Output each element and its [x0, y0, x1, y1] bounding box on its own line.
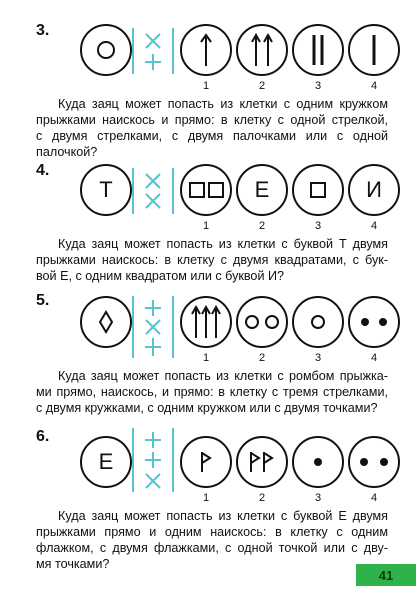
question-text: Куда заяц может попасть из клетки с ромбом прыжка- ми прямо, наискось, и прямо: в клетку с тремя стрелками, с двумя кружками, с одним кружком или с двумя точками? [36, 369, 388, 415]
divider-line [172, 28, 174, 74]
choice-cell-4[interactable]: И [348, 164, 400, 216]
choice-number: 1 [202, 220, 210, 232]
choice-cell-1[interactable] [180, 436, 232, 488]
choice-cell-4[interactable] [348, 436, 400, 488]
choice-cell-3[interactable] [292, 436, 344, 488]
choice-cell-2[interactable]: Е [236, 164, 288, 216]
divider-line [132, 296, 134, 358]
choice-number: 1 [202, 492, 210, 504]
one-stick-icon [368, 33, 380, 67]
choice-number: 1 [202, 80, 210, 92]
choice-number: 3 [314, 220, 322, 232]
two-dots-icon [360, 458, 388, 466]
divider-line [172, 428, 174, 492]
choice-cell-4[interactable] [348, 296, 400, 348]
choice-number: 3 [314, 352, 322, 364]
choice-cell-2[interactable] [236, 24, 288, 76]
dot-icon [314, 458, 322, 466]
choice-cell-1[interactable] [180, 164, 232, 216]
two-circles-icon [245, 315, 279, 329]
two-dots-icon [361, 318, 387, 326]
choice-number: 1 [202, 352, 210, 364]
two-flags-icon [247, 450, 277, 474]
two-arrows-icon [249, 32, 275, 68]
divider-line [172, 296, 174, 358]
choice-number: 2 [258, 220, 266, 232]
flag-icon [198, 450, 214, 474]
two-sticks-icon [308, 33, 328, 67]
choice-cell-3[interactable] [292, 164, 344, 216]
jump-path-icon [143, 170, 163, 212]
problem-number: 4. [36, 162, 50, 179]
problem-number: 3. [36, 22, 50, 39]
choice-number: 4 [370, 492, 378, 504]
page-number-badge [356, 564, 416, 586]
choice-number: 2 [258, 352, 266, 364]
problem-number: 5. [36, 292, 50, 309]
divider-line [132, 168, 134, 214]
choice-number: 2 [258, 492, 266, 504]
choice-cell-2[interactable] [236, 296, 288, 348]
choice-number: 4 [370, 352, 378, 364]
choice-cell-3[interactable] [292, 296, 344, 348]
choice-cell-2[interactable] [236, 436, 288, 488]
jump-path-icon [143, 298, 163, 358]
jump-path-icon [143, 30, 163, 72]
choice-number: 4 [370, 80, 378, 92]
choice-number: 4 [370, 220, 378, 232]
choice-cell-4[interactable] [348, 24, 400, 76]
choice-cell-3[interactable] [292, 24, 344, 76]
jump-path-icon [143, 430, 163, 492]
problem-number: 6. [36, 428, 50, 445]
divider-line [132, 428, 134, 492]
start-cell-rhombus [80, 296, 132, 348]
start-cell-circle [80, 24, 132, 76]
divider-line [172, 168, 174, 214]
choice-number: 3 [314, 492, 322, 504]
three-arrows-icon [190, 304, 222, 340]
rhombus-icon [98, 310, 114, 334]
question-text: Куда заяц может попасть из клетки с одним кружком прыжками наискось и прямо: в клетку с одной стрелкой, с двумя стрелками, с двумя палочками или с одной палочкой? [36, 97, 388, 159]
square-icon [310, 182, 326, 198]
two-squares-icon [189, 182, 224, 198]
arrow-icon [196, 32, 216, 68]
start-cell-letter-e: Е [80, 436, 132, 488]
page-number: 41 [378, 567, 394, 583]
small-circle-icon [311, 315, 325, 329]
choice-cell-1[interactable] [180, 24, 232, 76]
question-text: Куда заяц может попасть из клетки с буквой Е двумя прыжками прямо и одним наискось: в клетку с одним флажком, с двумя флажками, с одной точкой или с дву- мя точками? [36, 509, 388, 571]
start-cell-letter-t: Т [80, 164, 132, 216]
choice-number: 2 [258, 80, 266, 92]
divider-line [132, 28, 134, 74]
small-circle-icon [97, 41, 115, 59]
question-text: Куда заяц может попасть из клетки с буквой Т двумя прыжками наискось: в клетку с двумя квадратами, с бук- вой Е, с одним квадратом или с буквой И? [36, 237, 388, 283]
choice-number: 3 [314, 80, 322, 92]
choice-cell-1[interactable] [180, 296, 232, 348]
